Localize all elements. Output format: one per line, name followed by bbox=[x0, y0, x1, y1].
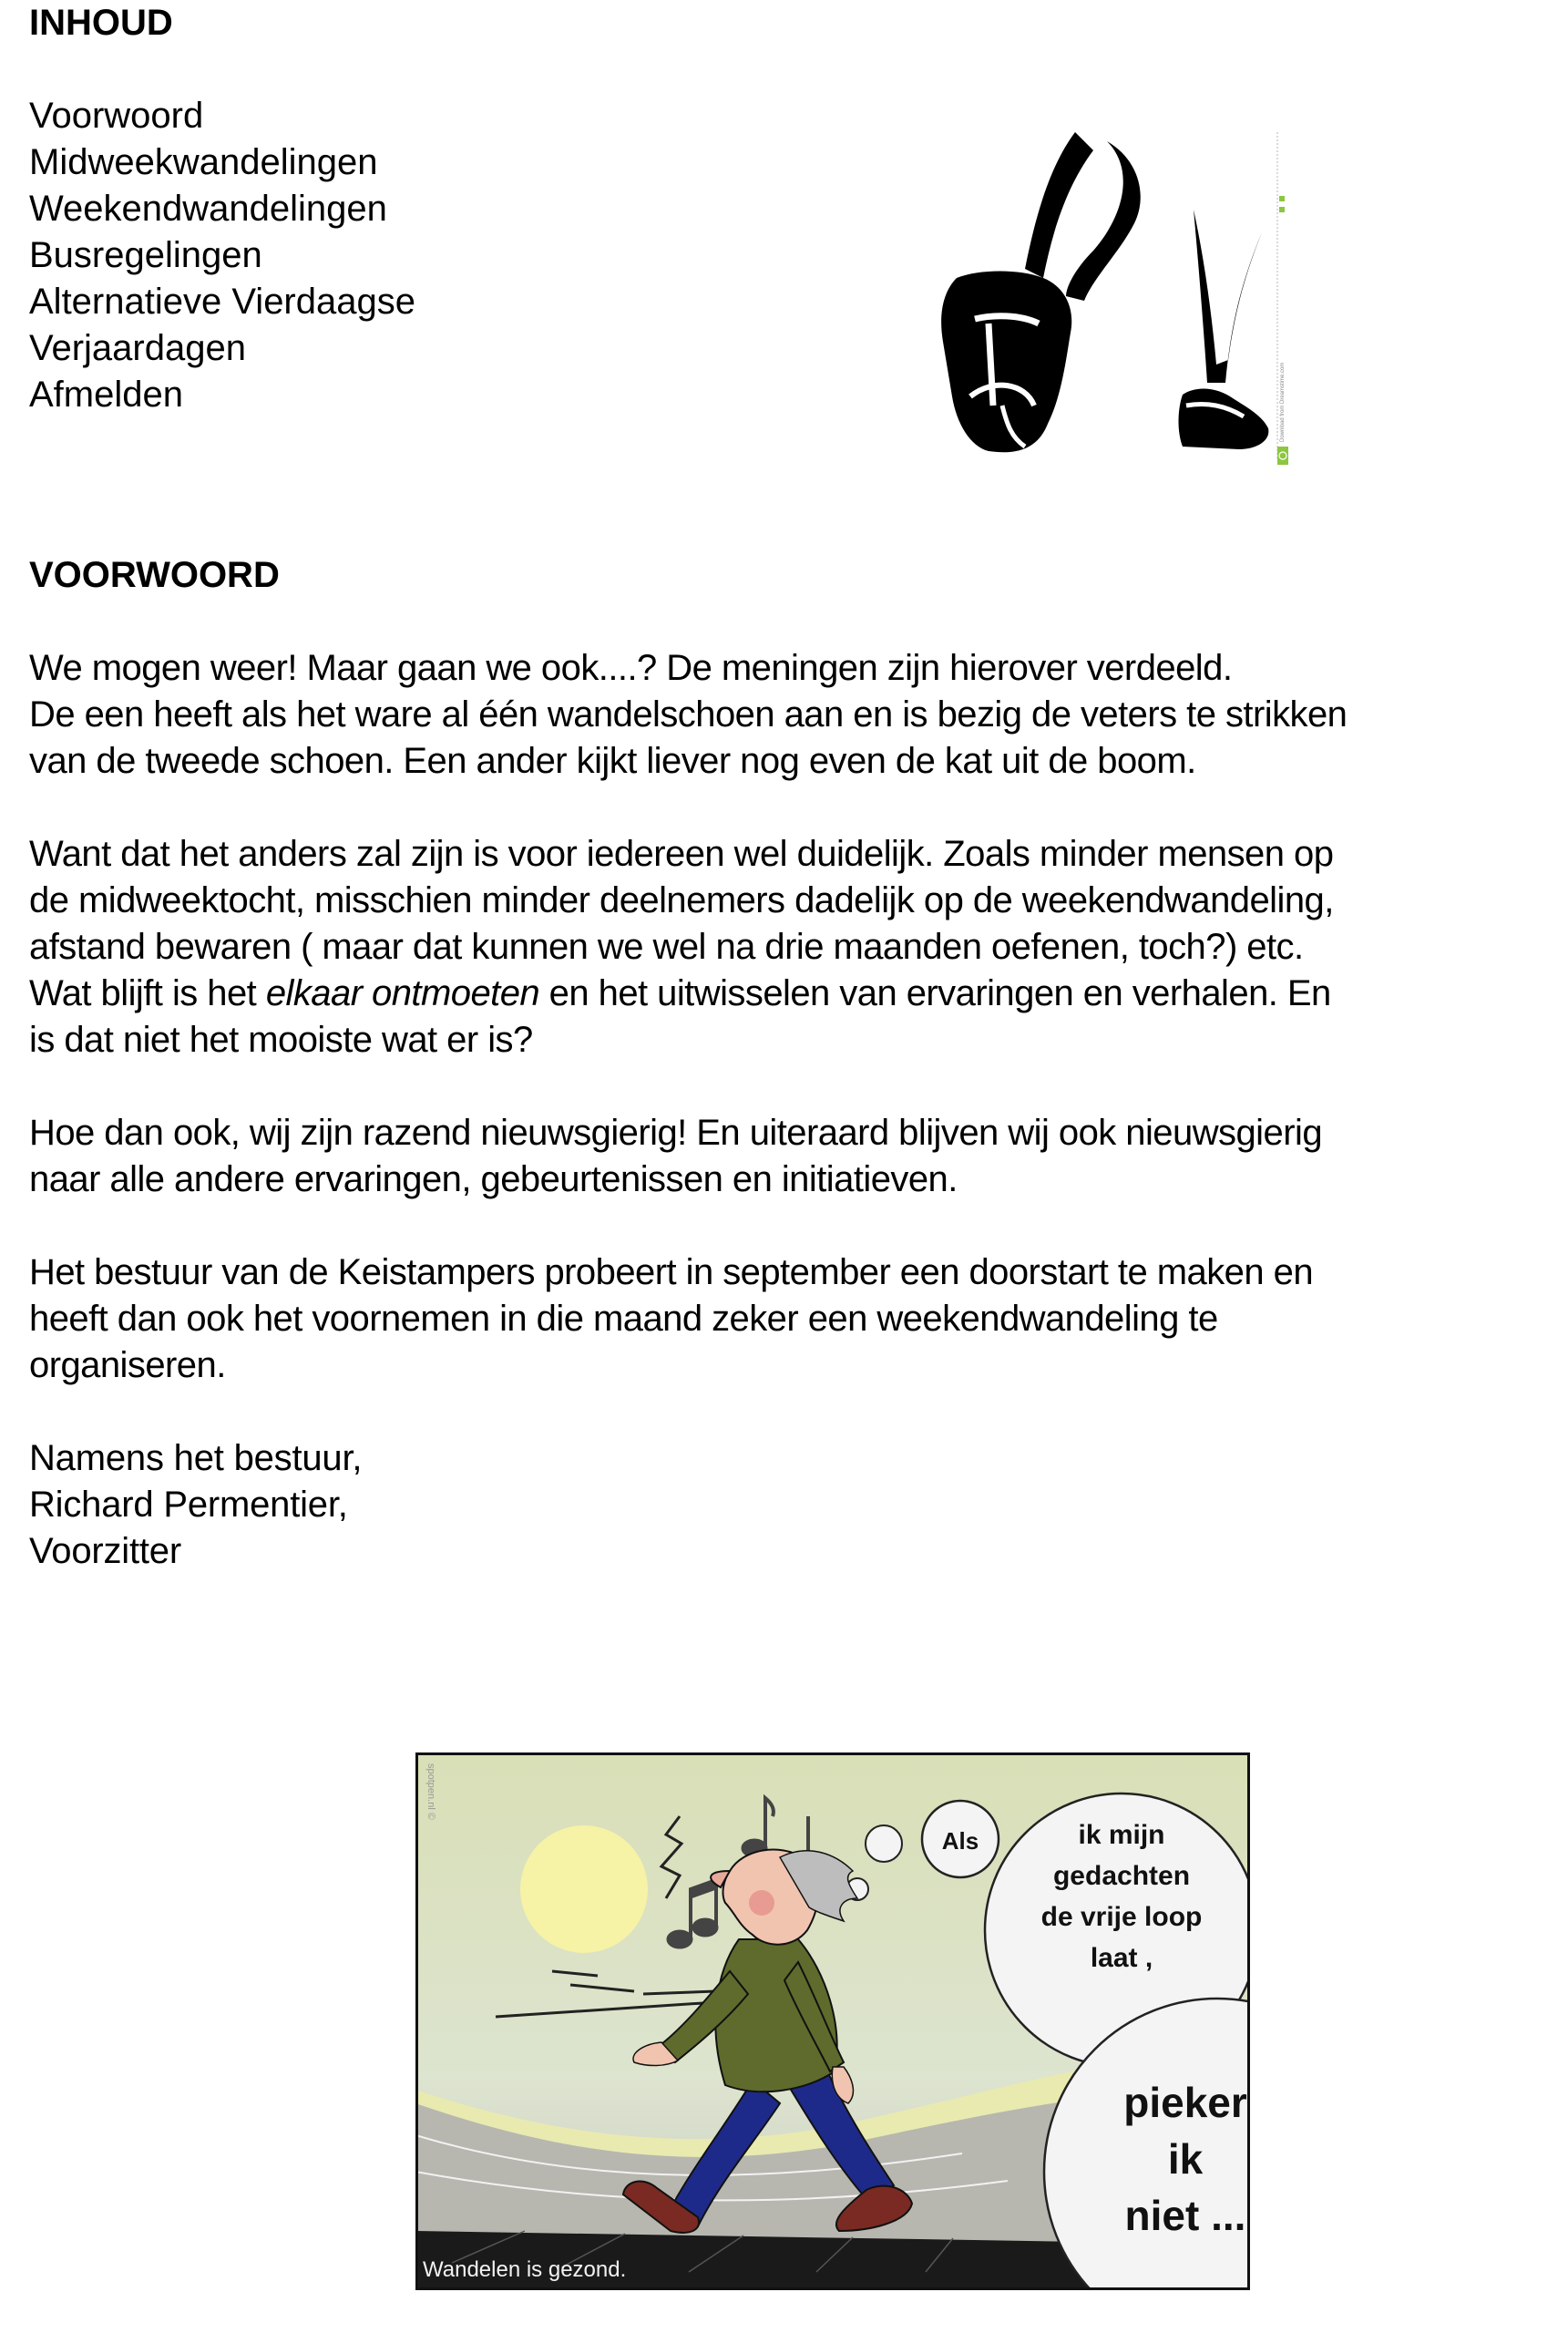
sun-icon bbox=[520, 1825, 648, 1953]
signature-line: Namens het bestuur, bbox=[29, 1438, 363, 1478]
contents-item-voorwoord[interactable]: Voorwoord bbox=[29, 96, 204, 136]
contents-list bbox=[29, 93, 415, 418]
contents-item-afmelden[interactable]: Afmelden bbox=[29, 375, 183, 415]
foreword-paragraph-2 bbox=[29, 831, 1334, 1064]
walking-man-cartoon bbox=[415, 1752, 1250, 2290]
foreword-paragraph-4 bbox=[29, 1249, 1313, 1389]
signature-block bbox=[29, 1435, 362, 1575]
thought-bubble-small bbox=[866, 1825, 902, 1862]
bubble-2-line: laat , bbox=[1090, 1943, 1153, 1973]
walking-feet-illustration bbox=[938, 132, 1289, 477]
contents-item-midweekwandelingen[interactable]: Midweekwandelingen bbox=[29, 142, 378, 182]
paragraph-line: De een heeft als het ware al één wandelschoen aan en is bezig de veters te strikken bbox=[29, 694, 1348, 735]
bubble-3-line: pieker bbox=[1123, 2079, 1247, 2126]
contents-item-busregelingen[interactable]: Busregelingen bbox=[29, 235, 262, 275]
paragraph-line: van de tweede schoen. Een ander kijkt liever nog even de kat uit de boom. bbox=[29, 741, 1196, 781]
bubble-3-line: niet ... bbox=[1124, 2192, 1246, 2239]
foreword-paragraph-3 bbox=[29, 1110, 1322, 1203]
right-shoe-icon bbox=[1179, 389, 1269, 450]
bubble-2-line: de vrije loop bbox=[1040, 1902, 1203, 1932]
paragraph-line: Het bestuur van de Keistampers probeert in september een doorstart te maken en bbox=[29, 1252, 1314, 1292]
paragraph-line: organiseren. bbox=[29, 1345, 226, 1385]
paragraph-line: We mogen weer! Maar gaan we ook....? De meningen zijn hierover verdeeld. bbox=[29, 648, 1233, 688]
paragraph-line: heeft dan ook het voornemen in die maand zeker een weekendwandeling te bbox=[29, 1299, 1218, 1339]
text-run: Wat blijft is het bbox=[29, 973, 266, 1013]
left-leg-icon bbox=[1025, 132, 1093, 278]
foreword-paragraph-1 bbox=[29, 645, 1347, 785]
italic-text-run: elkaar ontmoeten bbox=[265, 973, 540, 1013]
text-run: en het uitwisselen van ervaringen en verhalen. En bbox=[539, 973, 1331, 1013]
signature-title: Voorzitter bbox=[29, 1531, 181, 1571]
paragraph-line: afstand bewaren ( maar dat kunnen we wel na drie maanden oefenen, toch?) etc. bbox=[29, 927, 1304, 967]
foreword-heading: VOORWOORD bbox=[29, 555, 280, 595]
paragraph-line: Hoe dan ook, wij zijn razend nieuwsgierig! En uiteraard blijven wij ook nieuwsgierig bbox=[29, 1113, 1323, 1153]
cartoon-caption: Wandelen is gezond. bbox=[423, 2257, 627, 2282]
contents-item-weekendwandelingen[interactable]: Weekendwandelingen bbox=[29, 189, 387, 229]
paragraph-line: Want dat het anders zal zijn is voor iedereen wel duidelijk. Zoals minder mensen op bbox=[29, 834, 1334, 874]
bubble-3-line: ik bbox=[1167, 2135, 1204, 2183]
spotpen-watermark: spotpen.nl © bbox=[425, 1763, 436, 1820]
bubble-1-text: Als bbox=[941, 1827, 979, 1855]
bubble-2-line: gedachten bbox=[1052, 1861, 1191, 1891]
paragraph-line bbox=[29, 971, 1334, 1017]
right-leg-icon bbox=[1194, 210, 1262, 383]
contents-item-alternatieve-vierdaagse[interactable]: Alternatieve Vierdaagse bbox=[29, 282, 415, 322]
paragraph-line: de midweektocht, misschien minder deelnemers dadelijk op de weekendwandeling, bbox=[29, 880, 1334, 920]
paragraph-line: naar alle andere ervaringen, gebeurtenissen en initiatieven. bbox=[29, 1159, 958, 1199]
bubble-2-line: ik mijn bbox=[1078, 1820, 1165, 1850]
paragraph-line: is dat niet het mooiste wat er is? bbox=[29, 1020, 533, 1060]
contents-heading: INHOUD bbox=[29, 3, 173, 43]
signature-name: Richard Permentier, bbox=[29, 1485, 348, 1525]
dreamstime-watermark: Download from Dreamstime.com bbox=[1280, 362, 1286, 442]
contents-item-verjaardagen[interactable]: Verjaardagen bbox=[29, 328, 246, 368]
